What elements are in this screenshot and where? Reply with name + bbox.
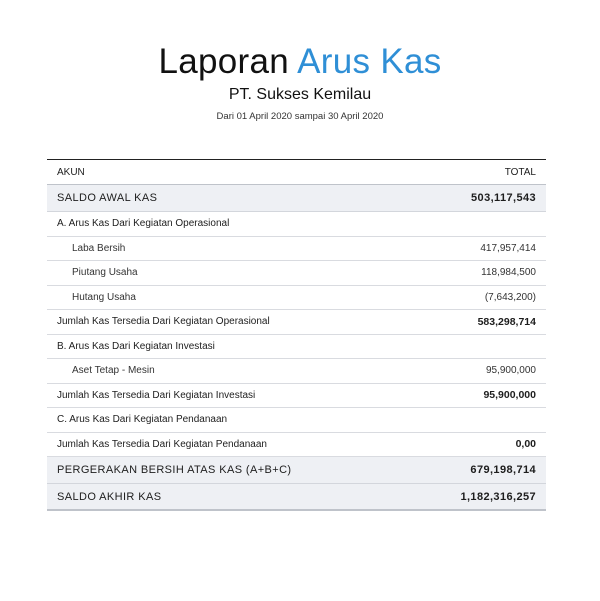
table-row-net-profit <box>47 237 546 262</box>
row-value: 1,182,316,257 <box>460 490 536 503</box>
column-header-total: TOTAL <box>504 166 536 178</box>
row-label: Jumlah Kas Tersedia Dari Kegiatan Pendanaan <box>57 438 267 450</box>
row-value: 583,298,714 <box>477 315 536 328</box>
row-label: Jumlah Kas Tersedia Dari Kegiatan Investasi <box>57 389 256 401</box>
row-label: SALDO AWAL KAS <box>57 192 158 204</box>
cash-flow-table <box>47 159 546 511</box>
report-title-main: Laporan <box>158 42 290 81</box>
table-row-receivables <box>47 261 546 286</box>
row-label: A. Arus Kas Dari Kegiatan Operasional <box>57 218 230 230</box>
row-label: C. Arus Kas Dari Kegiatan Pendanaan <box>57 414 228 426</box>
row-value: (7,643,200) <box>484 291 536 303</box>
row-label: Jumlah Kas Tersedia Dari Kegiatan Operasional <box>57 316 270 328</box>
table-row-fixed-assets <box>47 359 546 384</box>
table-row-section-operating <box>47 212 546 237</box>
row-value: 417,957,414 <box>480 242 536 254</box>
table-header <box>47 160 546 185</box>
table-row-closing-balance <box>47 484 546 511</box>
row-label: Piutang Usaha <box>72 267 138 279</box>
row-label: Hutang Usaha <box>72 291 136 303</box>
table-row-subtotal-investing <box>47 384 546 409</box>
row-value: 679,198,714 <box>470 464 536 476</box>
report-title <box>0 42 600 82</box>
row-value: 503,117,543 <box>471 192 536 204</box>
report-title-accent: Arus Kas <box>297 42 442 81</box>
report-period: Dari 01 April 2020 sampai 30 April 2020 <box>216 111 384 122</box>
row-label: Laba Bersih <box>72 242 126 254</box>
row-value: 95,900,000 <box>485 365 536 377</box>
table-row-section-investing <box>47 335 546 360</box>
row-label: SALDO AKHIR KAS <box>57 490 162 503</box>
table-row-subtotal-operating <box>47 310 546 335</box>
company-name: PT. Sukses Kemilau <box>228 86 372 103</box>
column-header-account: AKUN <box>57 166 85 178</box>
table-row-opening-balance <box>47 185 546 212</box>
row-label: B. Arus Kas Dari Kegiatan Investasi <box>57 340 215 352</box>
row-label: Aset Tetap - Mesin <box>72 365 155 377</box>
row-value: 118,984,500 <box>481 267 536 279</box>
row-value: 0,00 <box>515 438 536 451</box>
table-row-payables <box>47 286 546 311</box>
table-row-net-movement <box>47 457 546 484</box>
table-row-section-financing <box>47 408 546 433</box>
row-value: 95,900,000 <box>483 389 536 402</box>
table-row-subtotal-financing <box>47 433 546 458</box>
row-label: PERGERAKAN BERSIH ATAS KAS (A+B+C) <box>57 464 292 476</box>
